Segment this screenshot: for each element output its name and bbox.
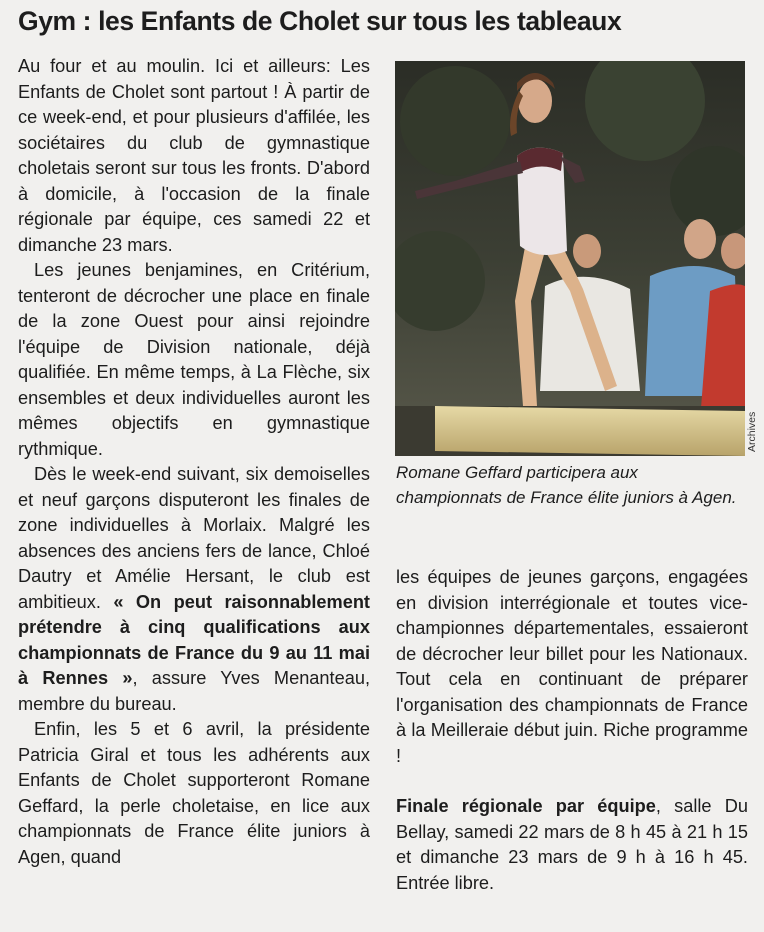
photo-credit: Archives: [746, 411, 758, 452]
paragraph-morlaix-end: , assure Yves Menanteau, membre du bureau.: [18, 668, 370, 714]
quote-bold: « On peut raisonnablement prétendre à cinq qualifications aux championnats de France du 9 au 11 mai à Rennes »: [18, 591, 370, 688]
paragraph-morlaix-start: Dès le week-end suivant, six demoiselles et neuf garçons disputeront les finales de zone individuelles à Morlaix. Malgré les absences des anciens fers de lance, Chloé Dautry et Amélie Hersant, le club est ambitieux.: [18, 464, 370, 612]
paragraph-benjamines: Les jeunes benjamines, en Critérium, tenteront de décrocher une place en finale de la zone Ouest pour ainsi rejoindre l'équipe de Division nationale, déjà qualifiée. En même temps, à La Flèche, six ensembles et deux individuelles auront les mêmes objectifs en gymnastique rythmique.: [18, 260, 370, 459]
paragraph-agen: Enfin, les 5 et 6 avril, la présidente Patricia Giral et tous les adhérents aux Enfants de Cholet supporteront Romane Geffard, la perle choletaise, en lice aux championnats de France élite juniors à Agen, quand: [18, 719, 370, 867]
article-column-left: [18, 54, 370, 870]
event-info-title: Finale régionale par équipe: [396, 796, 656, 816]
event-info: [396, 794, 748, 896]
article-column-right: [396, 565, 748, 896]
photo-caption: Romane Geffard participera aux championnats de France élite juniors à Agen.: [396, 463, 737, 507]
paragraph-morlaix: [18, 462, 370, 717]
gymnast-photo: [395, 61, 745, 456]
paragraph-intro: Au four et au moulin. Ici et ailleurs: Les Enfants de Cholet sont partout ! À partir de ce week-end, et pour plusieurs d'affilée, les sociétaires du club de gymnastique choletais seront sur tous les fronts. D'abord à domicile, à l'occasion de la finale régionale par équipe, ces samedi 22 et dimanche 23 mars.: [18, 56, 370, 255]
event-info-text: , salle Du Bellay, samedi 22 mars de 8 h 45 à 21 h 15 et dimanche 23 mars de 9 h à 16 h 45. Entrée libre.: [396, 796, 748, 893]
headline: Gym : les Enfants de Cholet sur tous les tableaux: [18, 6, 622, 36]
paragraph-continuation: les équipes de jeunes garçons, engagées en division interrégionale et toutes vice-championnes départementales, essaieront de décrocher leur billet pour les Nationaux. Tout cela en continuant de préparer l'organisation des championnats de France à la Meilleraie début juin. Riche programme !: [396, 567, 748, 766]
